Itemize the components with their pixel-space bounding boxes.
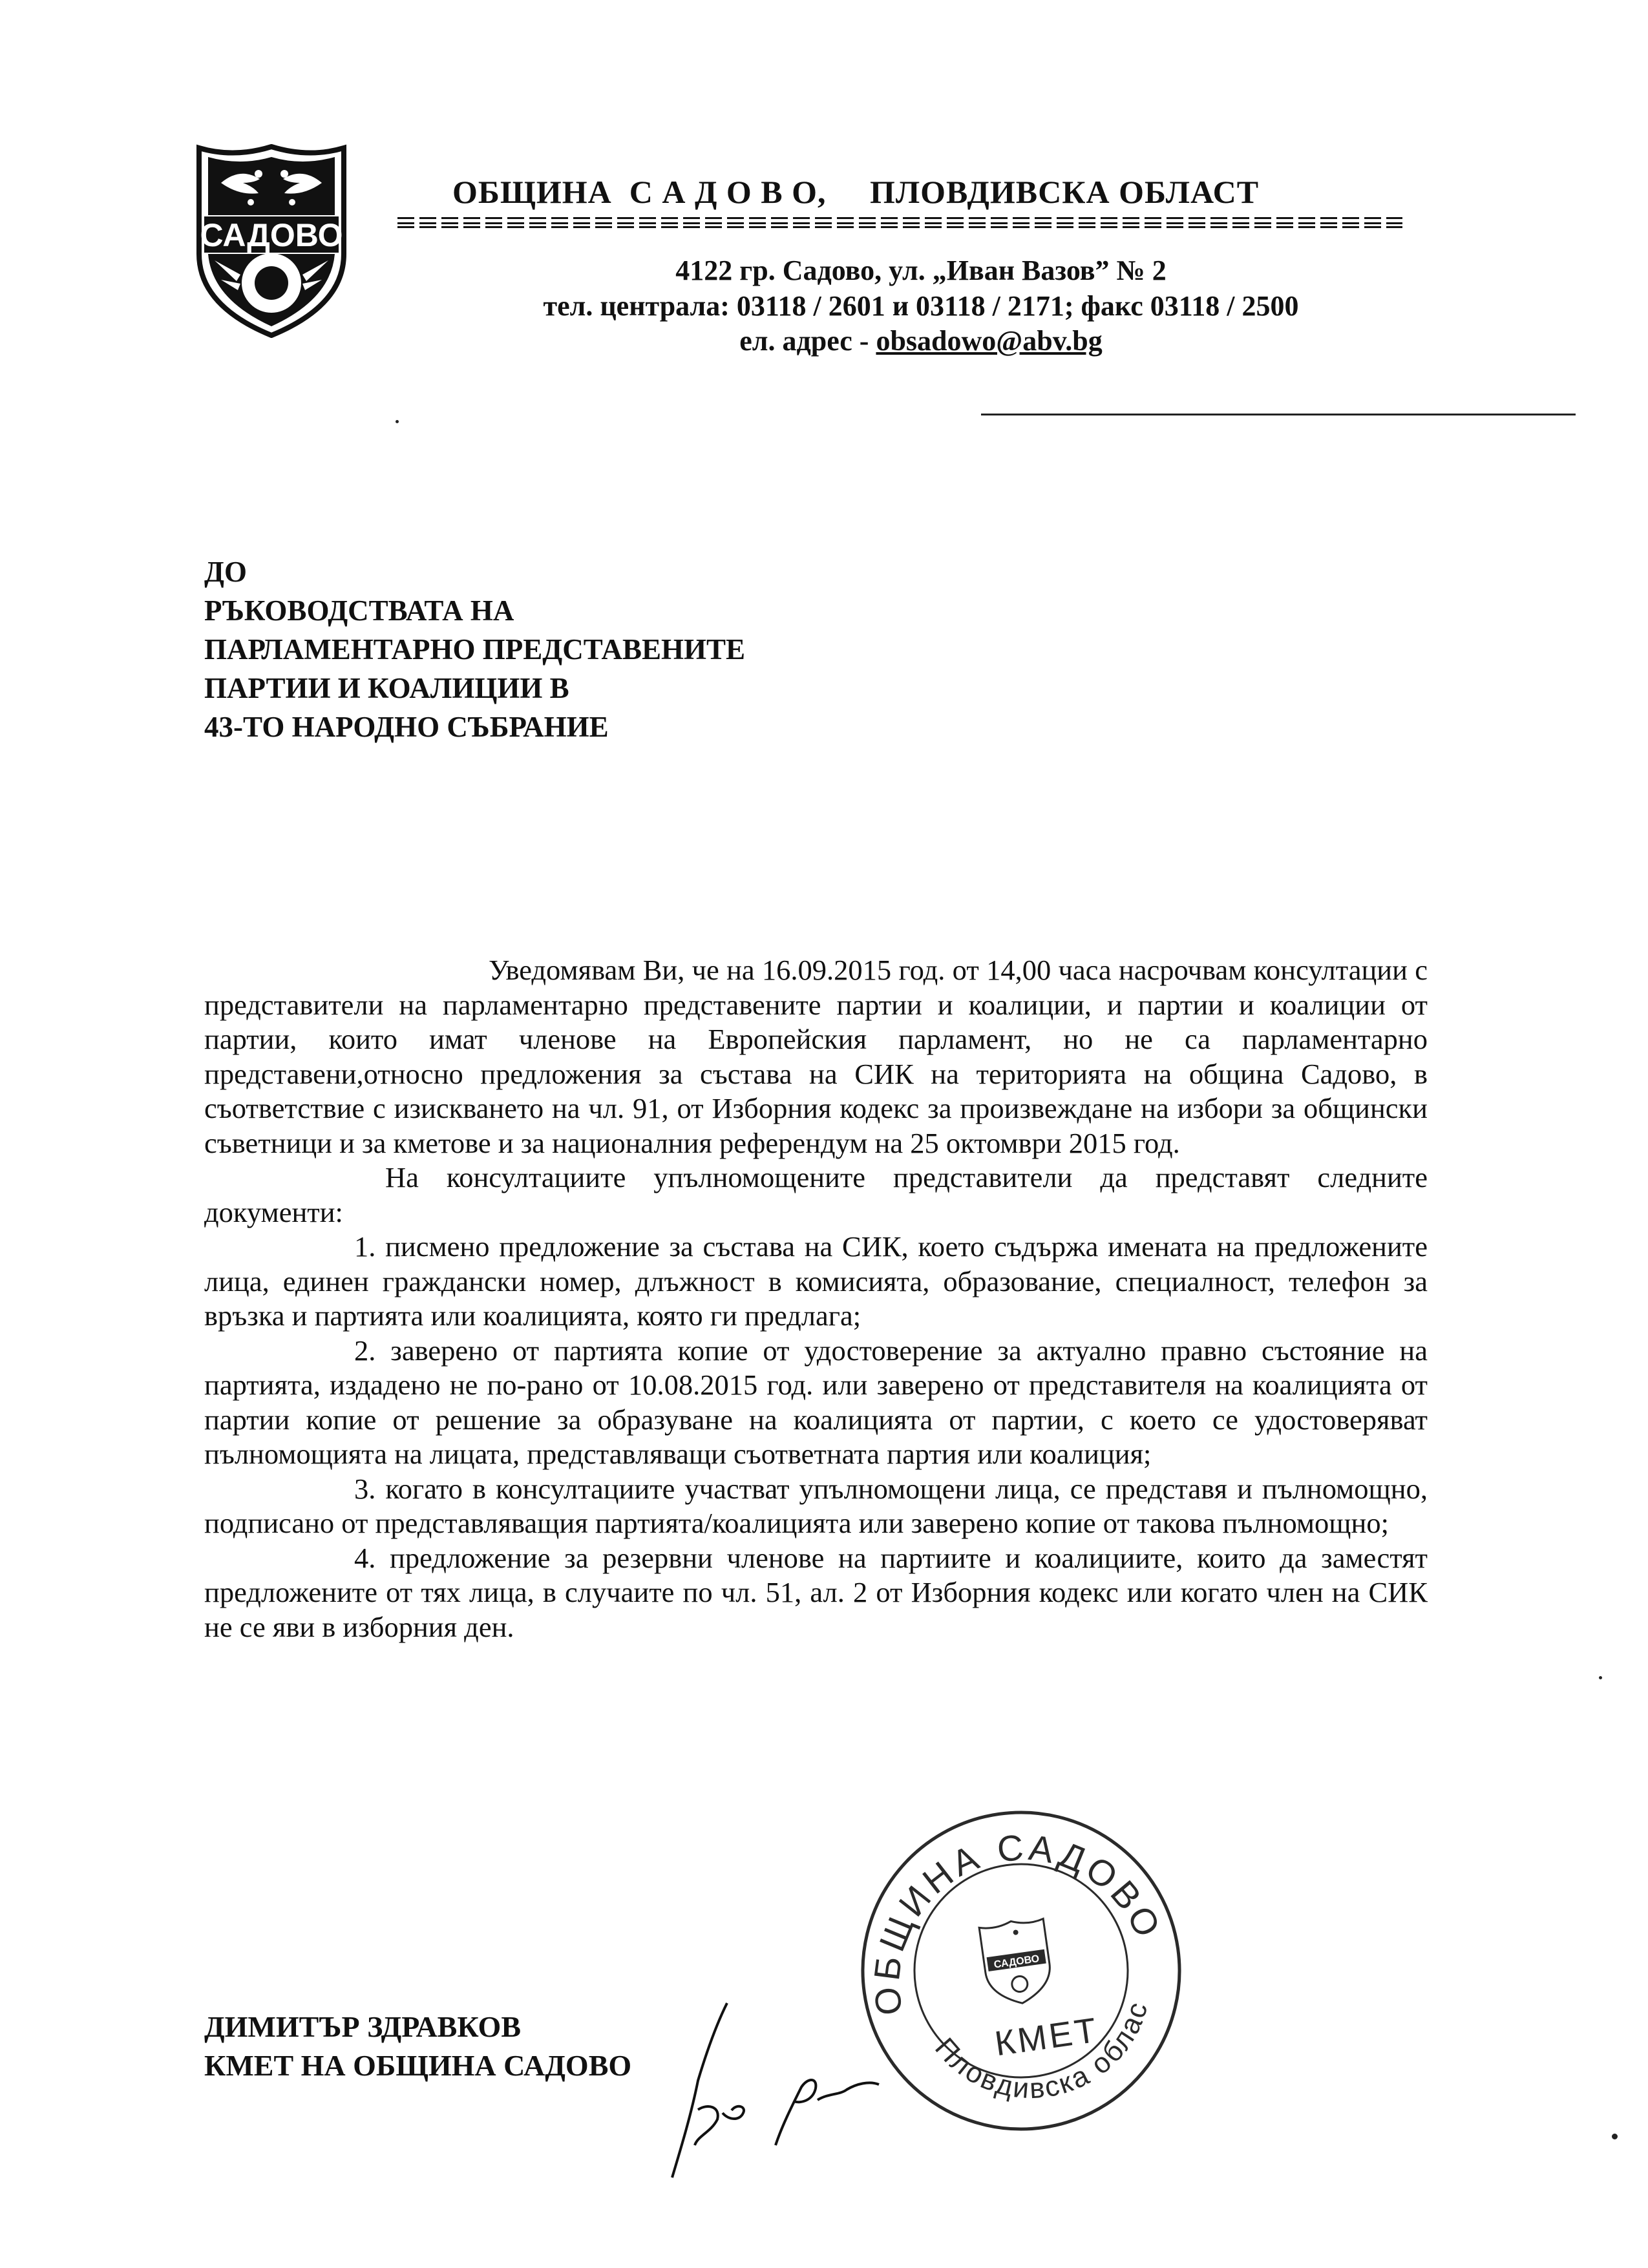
intro-paragraph: Уведомявам Ви, че на 16.09.2015 год. от 14,00 часа насрочвам консултации с представители на парламентарно представените партии и коалиции, и партии и коалиции от партии, които имат членове на Европейския парламент, но не са парламентарно представени,относно предложения за състава на СИК на територията на община Садово, в съответствие с изискването на чл. 91, от Изборния кодекс за произвеждане на избори за общински съветници и за кметове и за националния референдум на 25 октомври 2015 год. <box>204 954 1428 1159</box>
document-item-3: 3. когато в консултациите участват упълномощени лица, се представя и пълномощно, подписано от представляващия партията/коалицията или заверено копие от такова пълномощно; <box>204 1472 1428 1539</box>
email-link[interactable]: obsadowo@abv.bg <box>876 325 1103 357</box>
addressee-line: ПАРЛАМЕНТАРНО ПРЕДСТАВЕНИТЕ <box>204 633 746 666</box>
stamp-top-text: ОБЩИНА САДОВО <box>865 1826 1170 2018</box>
addressee-block <box>204 552 745 746</box>
addressee-line: РЪКОВОДСТВАТА НА <box>204 594 514 627</box>
signer-name: ДИМИТЪР ЗДРАВКОВ <box>204 2010 522 2043</box>
phone-fax-line: тел. централа: 03118 / 2601 и 03118 / 2171; факс 03118 / 2500 <box>543 290 1299 322</box>
signer-block <box>204 2008 631 2085</box>
signer-position: КМЕТ НА ОБЩИНА САДОВО <box>204 2049 632 2082</box>
horizontal-rule <box>981 414 1576 415</box>
documents-intro-paragraph: На консултациите упълномощените представители да представят следните документи: <box>204 1161 1428 1228</box>
addressee-line: ПАРТИИ И КОАЛИЦИИ В <box>204 672 569 704</box>
addressee-line: 43-ТО НАРОДНО СЪБРАНИЕ <box>204 711 609 743</box>
municipality-crest-logo <box>195 144 348 338</box>
document-item-4: 4. предложение за резервни членове на партиите и коалициите, които да заместят предложените от тях лица, в случаите по чл. 51, ал. 2 от Изборния кодекс или когато член на СИК не се яви в изборния ден. <box>204 1541 1428 1643</box>
email-line <box>388 324 1454 357</box>
handwritten-signature <box>646 1951 931 2197</box>
letter-body <box>204 953 1428 1644</box>
stamp-crest-text: САДОВО <box>993 1953 1041 1971</box>
addressee-line: ДО <box>204 556 247 588</box>
scan-speck <box>396 420 399 423</box>
scan-speck <box>1599 1676 1602 1679</box>
stamp-center-text: КМЕТ <box>992 2010 1101 2064</box>
document-item-2: 2. заверено от партията копие от удостоверение за актуално правно състояние на партията, издадено не по-рано от 10.08.2015 год. или заверено от представителя на коалицията от партии копие от решение за образуване на коалицията от партии, с което се удостоверяват пълномощията на лицата, представляващи съответната партия или коалиция; <box>204 1334 1428 1470</box>
stamp-bottom-text: Пловдивска област <box>929 1997 1155 2105</box>
municipality-title: ОБЩИНА С А Д О В О, ПЛОВДИВСКА ОБЛАСТ <box>452 174 1260 210</box>
scan-speck <box>1612 2134 1618 2139</box>
header-separator <box>397 217 1402 231</box>
email-label: ел. адрес - <box>739 325 876 357</box>
document-item-1: 1. писмено предложение за състава на СИК, което съдържа имената на предложените лица, единен граждански номер, длъжност в комисията, образование, специалност, телефон за връзка и партията или коалицията, която ги предлага; <box>204 1230 1428 1332</box>
address-line: 4122 гр. Садово, ул. „Иван Вазов” № 2 <box>675 255 1167 286</box>
crest-text: САДОВО <box>200 217 343 253</box>
